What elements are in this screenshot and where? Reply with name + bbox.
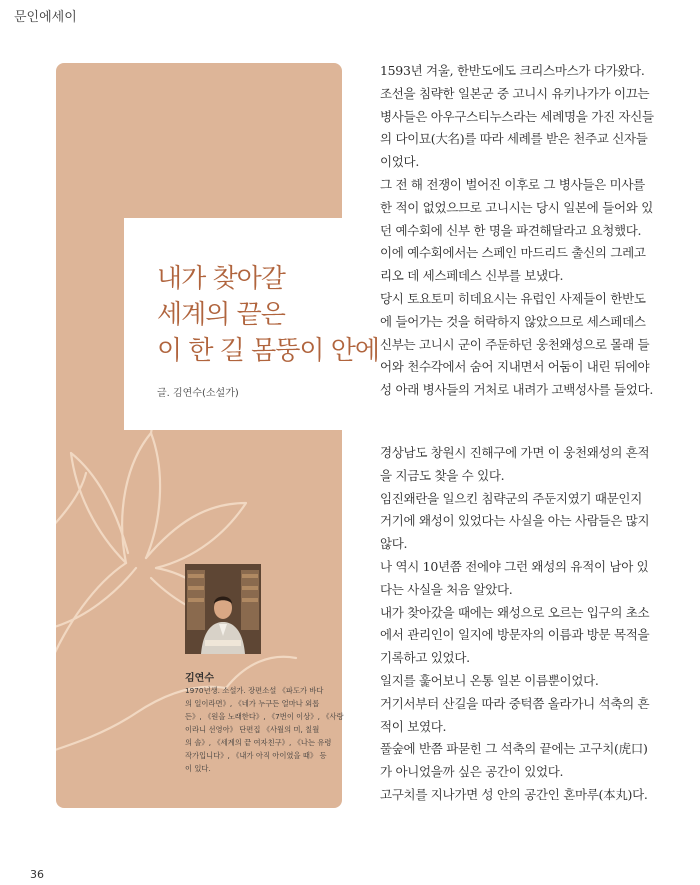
title-line-2: 세계의 끝은 bbox=[157, 300, 285, 330]
body-line: 의 다이묘(大名)를 따라 세례를 받은 천주교 신자들 bbox=[380, 131, 648, 147]
body-line: 병사들은 아우구스티누스라는 세례명을 가진 자신들 bbox=[380, 108, 654, 124]
author-bio-line: 이 있다. bbox=[185, 764, 211, 773]
body-line: 나 역시 10년쯤 전에야 그런 왜성의 유적이 남아 있 bbox=[380, 558, 649, 574]
author-bio bbox=[185, 684, 344, 775]
body-line: 풀숲에 반쯤 파묻힌 그 석축의 끝에는 고구치(虎口) bbox=[380, 741, 648, 757]
title-box bbox=[124, 218, 379, 430]
body-line: 기록하고 있었다. bbox=[380, 650, 470, 666]
body-line: 던 예수회에 신부 한 명을 파견해달라고 요청했다. bbox=[380, 222, 642, 238]
section-label: 문인에세이 bbox=[14, 10, 77, 25]
body-line: 한 적이 없었으므로 고니시는 당시 일본에 들어와 있 bbox=[380, 199, 653, 215]
body-line: 어와 천수각에서 숨어 지내면서 어둠이 내린 뒤에야 bbox=[380, 359, 650, 375]
body-line: 거기서부터 산길을 따라 중턱쯤 올라가니 석축의 흔 bbox=[380, 695, 650, 711]
body-line: 가 아니었을까 싶은 공간이 있었다. bbox=[380, 764, 564, 780]
body-paragraphs-2 bbox=[380, 442, 680, 807]
body-line: 리오 데 세스페데스 신부를 보냈다. bbox=[380, 268, 564, 284]
body-line: 경상남도 창원시 진해구에 가면 이 웅천왜성의 흔적 bbox=[380, 445, 650, 460]
body-line: 일지를 훑어보니 온통 일본 이름뿐이었다. bbox=[380, 672, 599, 688]
body-line: 그 전 해 전쟁이 벌어진 이후로 그 병사들은 미사를 bbox=[380, 176, 645, 192]
body-line: 않다. bbox=[380, 536, 408, 552]
body-line: 에 들어가는 것을 허락하지 않았으므로 세스페데스 bbox=[380, 313, 646, 329]
author-bio-line: 의 일이라면》, 《네가 누구든 얼마나 외롭 bbox=[185, 699, 320, 708]
author-bio-line: 의 솔》, 《세계의 끝 여자친구》, 《나는 유령 bbox=[185, 738, 332, 747]
body-line: 이었다. bbox=[380, 154, 419, 170]
author-photo bbox=[185, 564, 261, 654]
body-line: 을 지금도 찾을 수 있다. bbox=[380, 467, 505, 483]
body-line: 내가 찾아갔을 때에는 왜성으로 오르는 입구의 초소 bbox=[380, 604, 650, 620]
author-portrait-image bbox=[185, 564, 261, 654]
page-number: 36 bbox=[30, 868, 44, 881]
body-line: 이에 예수회에서는 스페인 마드리드 출신의 그레고 bbox=[380, 245, 646, 261]
body-line: 에서 관리인이 일지에 방문자의 이름과 방문 목적을 bbox=[380, 627, 650, 643]
author-bio-line: 1970년생. 소설가. 장편소설 《파도가 바다 bbox=[185, 686, 324, 695]
author-bio-line: 작가입니다》, 《내가 아직 아이였을 때》 등 bbox=[185, 751, 327, 760]
body-line: 적이 보였다. bbox=[380, 718, 447, 734]
body-line: 조선을 침략한 일본군 중 고니시 유키나가가 이끄는 bbox=[380, 85, 650, 101]
author-bio-line: 든》, 《원을 노래한다》, 《7번이 이상》, 《사랑 bbox=[185, 712, 344, 721]
byline: 글. 김연수(소설가) bbox=[157, 388, 239, 399]
body-line: 다는 사실을 처음 알았다. bbox=[380, 581, 513, 597]
author-name: 김연수 bbox=[185, 673, 214, 684]
author-bio-line: 이라니 선영아》 단편집 《사월의 미, 칠월 bbox=[185, 725, 320, 734]
body-line: 신부는 고니시 군이 주둔하던 웅천왜성으로 몰래 들 bbox=[380, 336, 650, 352]
body-line: 당시 토요토미 히데요시는 유럽인 사제들이 한반도 bbox=[380, 290, 646, 306]
body-line: 성 아래 병사들의 거처로 내려가 고백성사를 들었다. bbox=[380, 382, 653, 398]
body-line: 1593년 겨울, 한반도에도 크리스마스가 다가왔다. bbox=[380, 63, 645, 78]
body-line: 고구치를 지나가면 성 안의 공간인 혼마루(本丸)다. bbox=[380, 786, 648, 802]
body-line: 거기에 왜성이 있었다는 사실을 아는 사람들은 많지 bbox=[380, 513, 650, 529]
body-paragraphs-1 bbox=[380, 60, 680, 402]
body-line: 임진왜란을 일으킨 침략군의 주둔지였기 때문인지 bbox=[380, 490, 642, 506]
title-line-1: 내가 찾아갈 bbox=[157, 264, 285, 294]
title-line-3: 이 한 길 몸뚱이 안에 bbox=[157, 336, 379, 366]
